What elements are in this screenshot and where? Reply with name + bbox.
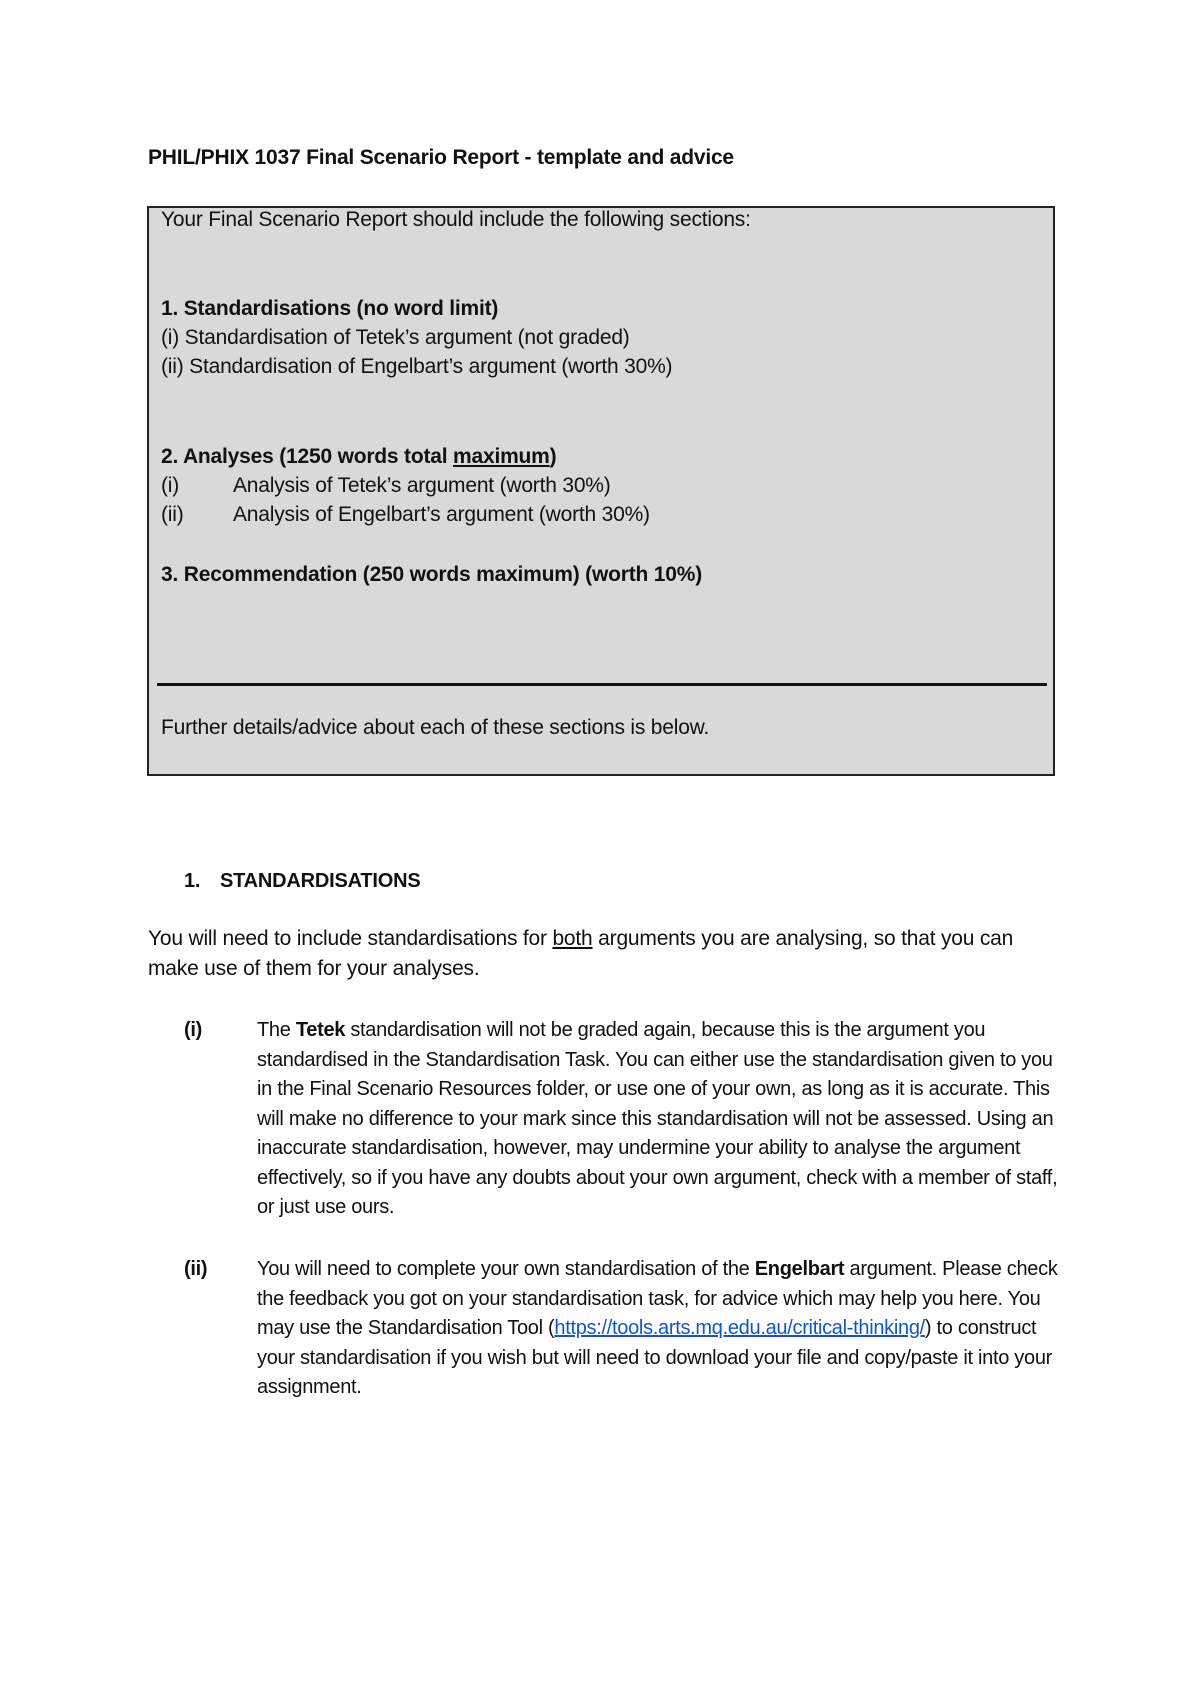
standardisation-tool-link[interactable]: https://tools.arts.mq.edu.au/critical-thinking/ — [554, 1317, 925, 1339]
section2-item-text: Analysis of Engelbart’s argument (worth 30%) — [233, 503, 650, 526]
section1-item: (ii) Standardisation of Engelbart’s argument (worth 30%) — [161, 355, 673, 378]
list-marker: (ii) — [184, 1258, 208, 1280]
summary-intro: Your Final Scenario Report should include the following sections: — [161, 208, 751, 231]
section2-heading-close: ) — [549, 445, 557, 468]
item-text: The — [257, 1019, 296, 1041]
intro-text-end: arguments you are analysing, so that you can make use of them for your analyses. — [148, 927, 1014, 980]
section2-item-number: (i) — [161, 474, 180, 497]
section1-item: (i) Standardisation of Tetek’s argument (not graded) — [161, 326, 630, 349]
list-item-body — [257, 1016, 1064, 1223]
item-text: You will need to complete your own standardisation of the — [257, 1258, 755, 1280]
list-item-engelbart — [184, 1255, 1064, 1403]
standardisations-heading — [184, 870, 421, 893]
summary-box — [147, 206, 1055, 776]
section2-heading — [161, 445, 556, 469]
section1-heading: 1. Standardisations (no word limit) — [161, 297, 499, 320]
section2-item — [161, 474, 611, 498]
intro-text: You will need to include standardisations for — [148, 927, 553, 950]
item-text: standardisation will not be graded again, because — [345, 1019, 781, 1041]
section3-heading: 3. Recommendation (250 words maximum) (worth 10%) — [161, 563, 702, 586]
section-heading-text: STANDARDISATIONS — [220, 870, 421, 892]
item-bold-name: Engelbart — [754, 1258, 845, 1280]
item-text: ) to construct your standardisation if you wish but will need to download your file and copy/paste it into your assignment. — [257, 1317, 1053, 1398]
section2-item-number: (ii) — [161, 503, 184, 526]
summary-footer: Further details/advice about each of these sections is below. — [161, 716, 710, 739]
section2-heading-text: 2. Analyses (1250 words total — [161, 445, 454, 468]
section-number: 1. — [184, 870, 201, 892]
item-text: argument. Please check the feedback you got on your standardisation task, for advice which may help you here. You may use the Standardisation Tool ( — [257, 1258, 1058, 1339]
standardisations-intro — [148, 924, 1068, 984]
section2-heading-emphasis: maximum — [453, 445, 550, 468]
item-text: this is the argument you standardised in the Standardisation Task. You can either use the standardisation given to you in the Final Scenario Resources folder, or use one of your own, as long as it is accurate. This will make no difference to your mark since this standardisation will not be assessed. Using an inaccurate standardisation, however, may undermine your ability to analyse the argument effectively, so if you have any doubts about your own argument, check with a member of staff, or just use ours. — [257, 1019, 1058, 1218]
page-title: PHIL/PHIX 1037 Final Scenario Report - template and advice — [148, 146, 734, 169]
intro-emphasis: both — [552, 927, 593, 950]
item-bold-name: Tetek — [295, 1019, 346, 1041]
box-divider — [157, 683, 1047, 686]
section2-item-text: Analysis of Tetek’s argument (worth 30%) — [233, 474, 611, 497]
list-marker: (i) — [184, 1019, 202, 1041]
section2-item — [161, 503, 650, 527]
list-item-body — [257, 1255, 1064, 1403]
list-item-tetek — [184, 1016, 1064, 1223]
